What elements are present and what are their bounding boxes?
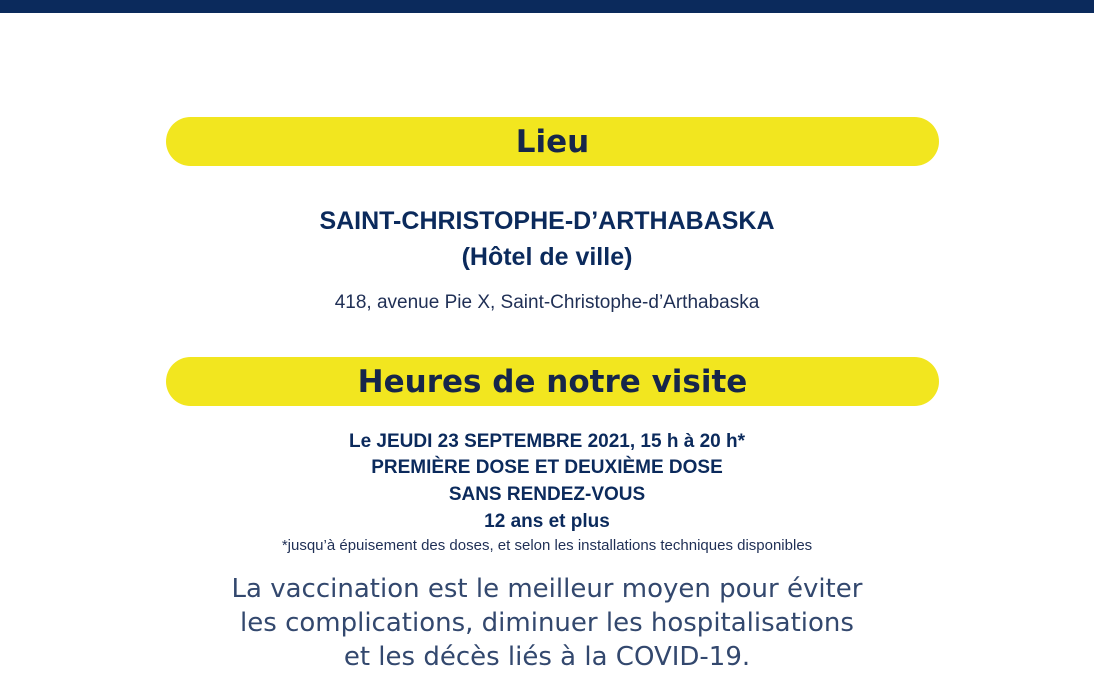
- hours-heading-pill: [166, 357, 939, 406]
- visit-appointment-line: SANS RENDEZ-VOUS: [448, 484, 646, 505]
- visit-date-line: Le JEUDI 23 SEPTEMBRE 2021, 15 h à 20 h*: [348, 431, 745, 452]
- visit-dose-line: PREMIÈRE DOSE ET DEUXIÈME DOSE: [371, 457, 723, 478]
- location-heading: Lieu: [515, 123, 590, 160]
- place-subtitle: (Hôtel de ville): [461, 243, 633, 271]
- hours-heading: Heures de notre visite: [357, 363, 748, 400]
- location-heading-pill: [166, 117, 939, 166]
- message-line: et les décès liés à la COVID-19.: [343, 642, 751, 672]
- footnote: *jusqu’à épuisement des doses, et selon les installations techniques disponibles: [281, 537, 813, 554]
- message-line: les complications, diminuer les hospitalisations: [240, 608, 854, 638]
- place-name: SAINT-CHRISTOPHE-D’ARTHABASKA: [319, 207, 775, 235]
- top-banner-bar: [0, 0, 1094, 13]
- visit-age-line: 12 ans et plus: [484, 511, 610, 532]
- message-line: La vaccination est le meilleur moyen pour éviter: [231, 574, 863, 604]
- address: 418, avenue Pie X, Saint-Christophe-d’Arthabaska: [334, 292, 760, 313]
